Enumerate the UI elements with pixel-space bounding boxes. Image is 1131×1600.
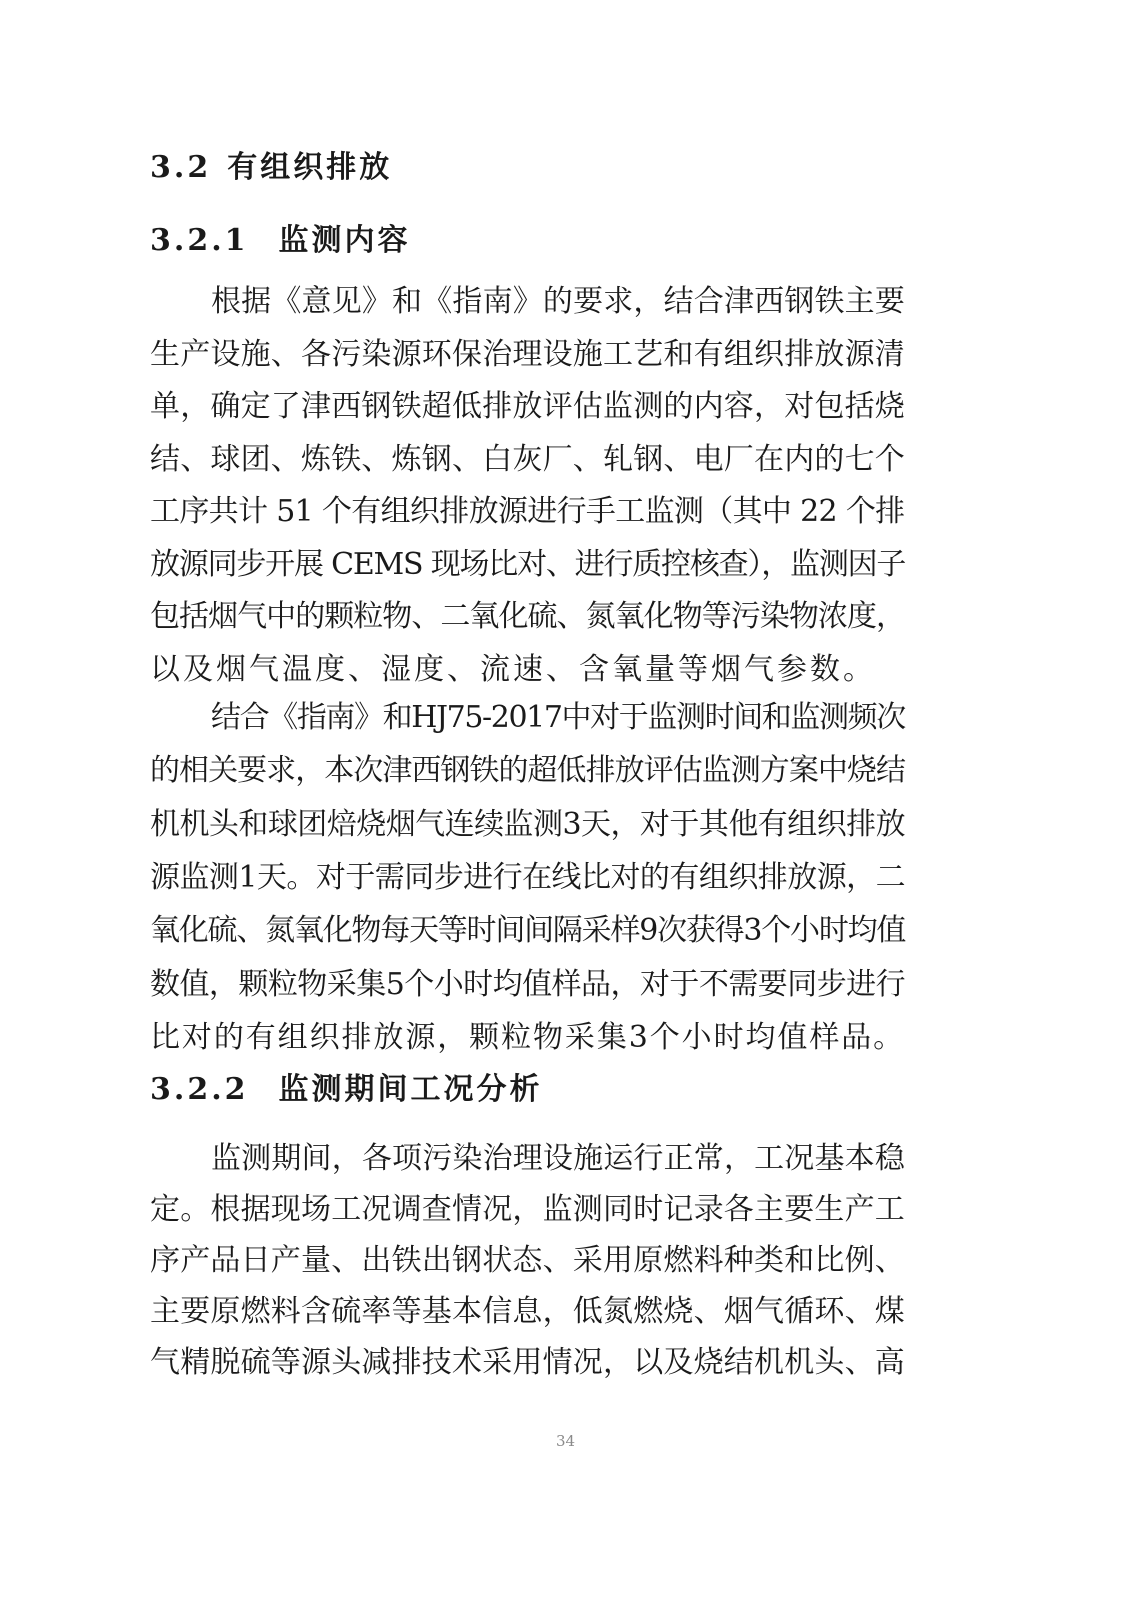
paragraph-line: 工序共计 51 个有组织排放源进行手工监测（其中 22 个排 (150, 494, 905, 529)
paragraph-line: 结合《指南》和HJ75-2017中对于监测时间和监测频次 (211, 700, 905, 735)
section-title: 监测期间工况分析 (278, 1072, 543, 1107)
paragraph-line: 以及烟气温度、湿度、流速、含氧量等烟气参数。 (150, 652, 876, 687)
paragraph-line: 的相关要求，本次津西钢铁的超低排放评估监测方案中烧结 (150, 753, 905, 788)
paragraph-line: 根据《意见》和《指南》的要求，结合津西钢铁主要 (211, 284, 905, 319)
paragraph-line: 包括烟气中的颗粒物、二氧化硫、氮氧化物等污染物浓度， (150, 599, 905, 634)
paragraph-line: 放源同步开展 CEMS 现场比对、进行质控核查），监测因子 (150, 547, 906, 582)
section-heading-3-2 (150, 150, 392, 186)
section-title: 监测内容 (278, 223, 411, 258)
paragraph-line: 序产品日产量、出铁出钢状态、采用原燃料种类和比例、 (150, 1243, 905, 1278)
section-heading-3-2-2 (150, 1072, 543, 1108)
paragraph-line: 氧化硫、氮氧化物每天等时间间隔采样9次获得3个小时均值 (150, 913, 906, 948)
section-number: 3.2 (150, 150, 212, 185)
paragraph-line: 源监测1天。对于需同步进行在线比对的有组织排放源，二 (150, 860, 906, 895)
section-number: 3.2.1 (150, 223, 249, 258)
section-title: 有组织排放 (227, 150, 393, 185)
section-number: 3.2.2 (150, 1072, 249, 1107)
paragraph-line: 比对的有组织排放源，颗粒物采集3个小时均值样品。 (150, 1020, 906, 1055)
paragraph-line: 主要原燃料含硫率等基本信息，低氮燃烧、烟气循环、煤 (150, 1294, 905, 1329)
paragraph-line: 单，确定了津西钢铁超低排放评估监测的内容，对包括烧 (150, 389, 905, 424)
paragraph-line: 定。根据现场工况调查情况，监测同时记录各主要生产工 (150, 1192, 905, 1227)
paragraph-line: 监测期间，各项污染治理设施运行正常，工况基本稳 (211, 1141, 905, 1176)
page-number: 34 (555, 1432, 576, 1450)
paragraph-line: 机机头和球团焙烧烟气连续监测3天，对于其他有组织排放 (150, 807, 906, 842)
paragraph-line: 生产设施、各污染源环保治理设施工艺和有组织排放源清 (150, 337, 905, 372)
paragraph-line: 结、球团、炼铁、炼钢、白灰厂、轧钢、电厂在内的七个 (150, 442, 905, 477)
section-heading-3-2-1 (150, 223, 411, 259)
paragraph-line: 气精脱硫等源头减排技术采用情况，以及烧结机机头、高 (150, 1345, 905, 1380)
paragraph-line: 数值，颗粒物采集5个小时均值样品，对于不需要同步进行 (150, 967, 906, 1002)
